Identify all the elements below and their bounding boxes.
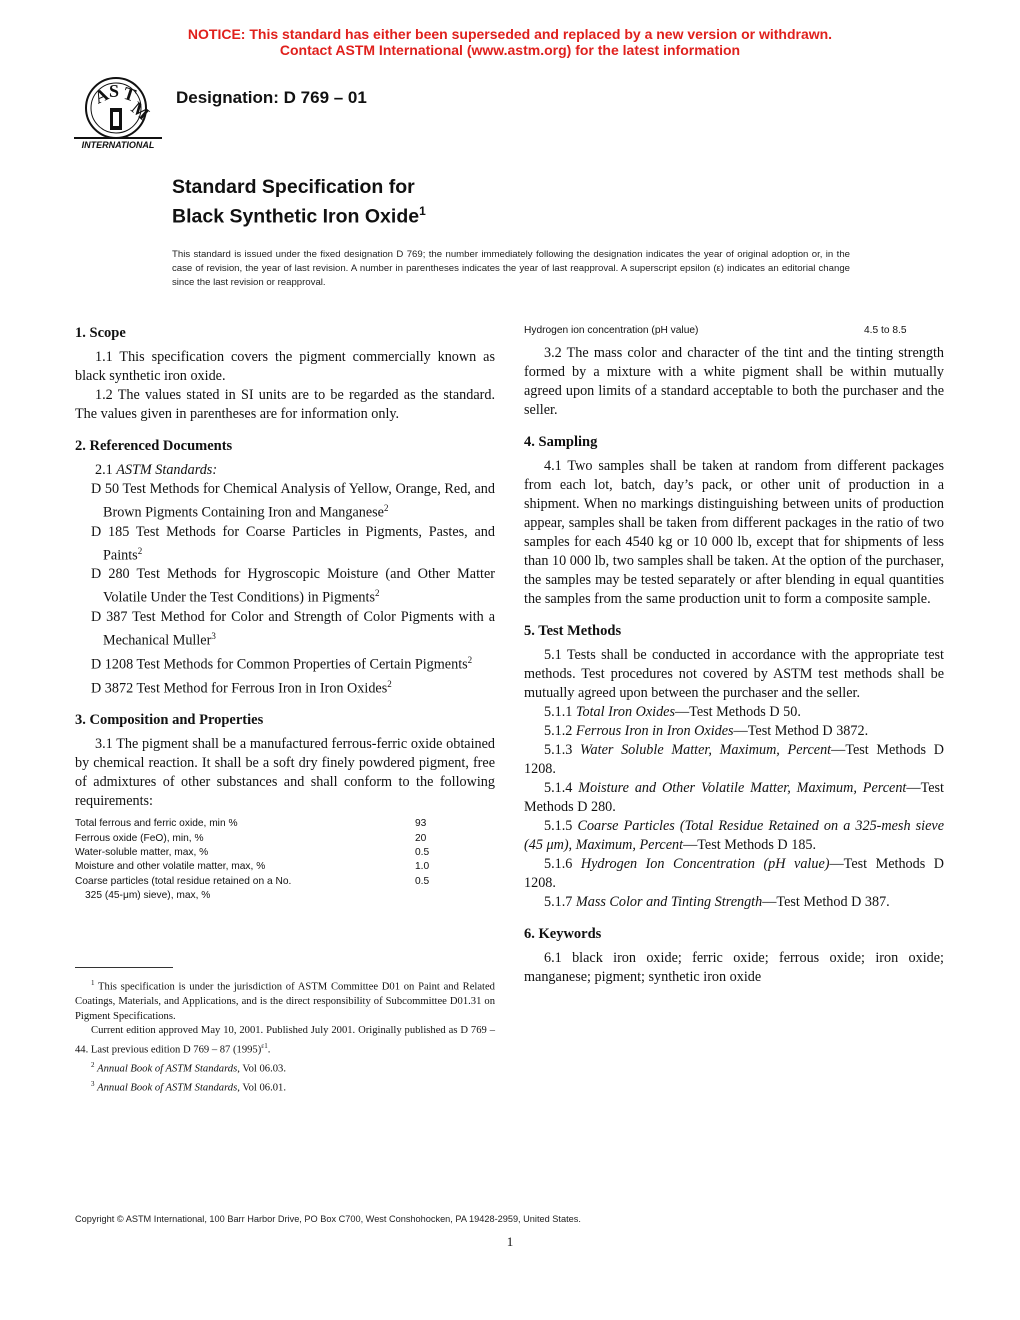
right-column [524,324,944,987]
paragraph-1-2: 1.2 The values stated in SI units are to be regarded as the standard. The values given in parentheses are for information only. [75,387,495,422]
table-row-ph: Hydrogen ion concentration (pH value) 4.5 to 8.5 [524,325,907,336]
footnote-1-edition: Current edition approved May 10, 2001. Published July 2001. Originally published as D 769 – 44. Last previous edition D 769 – 87 $(1995)^{\varepsilon 1}$. [75,1025,495,1056]
notice-line-1: NOTICE: This standard has either been superseded and replaced by a new version or withdrawn. [187,26,833,42]
section-heading-test-methods: 5. Test Methods [524,623,622,639]
section-heading-composition: 3. Composition and Properties [75,712,264,729]
paragraph-3-2: 3.2 The mass color and character of the tint and the tinting strength formed by a mixture with a white pigment shall be within mutually agreed upon limits of a standard acceptable to both the purchaser and the seller. [524,345,944,418]
test-method-item: 5.1.5 Coarse Particles (Total Residue Retained on a 325-mesh sieve (45 μm), Maximum, Percent—Test Methods D 185. [524,818,945,853]
test-method-item: 5.1.6 Hydrogen Ion Concentration (pH value)—Test Methods D 1208. [524,856,944,891]
footnote-2: $^2$ Annual Book of ASTM Standards, Vol 06.03. [91,1060,286,1075]
reference-item: D 50 Test Methods for Chemical Analysis of Yellow, Orange, Red, and Brown Pigments Containing Iron and Manganese$^2$ [91,481,495,521]
table-row: Moisture and other volatile matter, max, % 1.0 [75,861,430,873]
footnote-divider [75,967,173,968]
requirements-table [75,817,495,903]
svg-text:A: A [91,84,112,108]
table-row: Coarse particles (total residue retained on a No. 0.5 [75,875,430,887]
reference-item: D 3872 Test Method for Ferrous Iron in Iron Oxides$^2$ [91,678,392,697]
reference-item: D 280 Test Methods for Hygroscopic Moisture (and Other Matter Volatile Under the Test Conditions) in Pigments$^2$ [91,566,495,607]
paragraph-6-1: 6.1 black iron oxide; ferric oxide; ferrous oxide; iron oxide; manganese; pigment; synthetic iron oxide [524,950,944,985]
test-method-item: 5.1.3 Water Soluble Matter, Maximum, Percent—Test Methods D 1208. [524,742,944,777]
paragraph-4-1: 4.1 Two samples shall be taken at random from different packages from each lot, batch, day’s pack, or other unit of production in a shipment. When no markings distinguishing between units of production appear, samples shall be taken from different packages in the ratio of two samples for each 4540 kg or 10 000 lb, except that for shipments of less than 10 000 lb, two samples shall be taken. At the option of the purchaser, the samples may be tested separately or after blending in equal quantities the samples from the same production unit to form a composite sample. [524,458,944,607]
test-method-item: 5.1.1 Total Iron Oxides—Test Methods D 50. [544,704,801,720]
test-method-item: 5.1.7 Mass Color and Tinting Strength—Test Method D 387. [544,894,890,910]
notice-line-2: Contact ASTM International (www.astm.org) for the latest information [279,42,741,58]
section-heading-scope: 1. Scope [75,325,126,341]
reference-item: D 387 Test Method for Color and Strength of Color Pigments with a Mechanical Muller$^3$ [91,609,495,649]
table-row: Ferrous oxide (FeO), min, % 20 [75,832,427,844]
reference-item: D 1208 Test Methods for Common Properties of Certain Pigments$^2$ [91,654,473,673]
svg-text:M: M [127,97,154,124]
logo-caption: INTERNATIONAL [81,140,155,150]
document-title [172,175,426,229]
paragraph-1-1: 1.1 This specification covers the pigment commercially known as black synthetic iron oxide. [75,349,495,384]
section-heading-sampling: 4. Sampling [524,434,598,450]
svg-text:T: T [120,82,139,106]
table-row: Total ferrous and ferric oxide, min % 93 [75,818,427,830]
footnote-1: $^1$ This specification is under the jurisdiction of ASTM Committee D01 on Paint and Related Coatings, Materials, and Applications, and is the direct responsibility of Subcommittee D01.31 on Pigment Specifications. [75,979,495,1022]
footnote-3: $^3$ Annual Book of ASTM Standards, Vol 06.01. [91,1079,286,1094]
section-heading-referenced-documents: 2. Referenced Documents [75,438,233,454]
section-heading-keywords: 6. Keywords [524,926,602,942]
svg-text:S: S [109,81,120,101]
table-row-continuation: 325 (45-μm) sieve), max, % [85,889,211,901]
page-number: 1 [506,1234,514,1249]
title-footnote-ref[interactable]: 1 [419,204,426,218]
paragraph-5-1: 5.1 Tests shall be conducted in accordance with the appropriate test methods. Test procedures not covered by ASTM test methods shall be mutually agreed upon between the purchaser and the seller. [524,647,944,701]
left-column [75,324,495,903]
designation: Designation: D 769 – 01 [176,88,367,107]
table-row: Water-soluble matter, max, % 0.5 [75,847,430,858]
title-line-1: Standard Specification for [172,176,415,198]
paragraph-3-1: 3.1 The pigment shall be a manufactured ferrous-ferric oxide obtained by chemical reaction. It shall be a soft dry finely powdered pigment, free of admixtures of other substances and shall conform to the following requirements: [75,736,495,810]
test-method-item: 5.1.4 Moisture and Other Volatile Matter, Maximum, Percent—Test Methods D 280. [524,780,944,815]
paragraph-2-1: 2.1 ASTM Standards: [95,462,218,478]
notice-banner [0,26,1020,58]
footnotes [75,976,495,1096]
test-method-item: 5.1.2 Ferrous Iron in Iron Oxides—Test Method D 3872. [544,723,869,739]
intro-paragraph: This standard is issued under the fixed designation D 769; the number immediately following the designation indicates the year of original adoption or, in the case of revision, the year of last revision. A number in parentheses indicates the year of last reapproval. A superscript epsilon (ε) indicates an editorial change since the last revision or reapproval. [172,249,850,288]
reference-item: D 185 Test Methods for Coarse Particles in Pigments, Pastes, and Paints$^2$ [91,523,495,564]
astm-logo [72,74,164,154]
copyright-notice: Copyright © ASTM International, 100 Barr Harbor Drive, PO Box C700, West Conshohocken, PA 19428-2959, United States. [75,1214,581,1224]
title-line-2: Black Synthetic Iron Oxide$^1$ [172,204,426,228]
